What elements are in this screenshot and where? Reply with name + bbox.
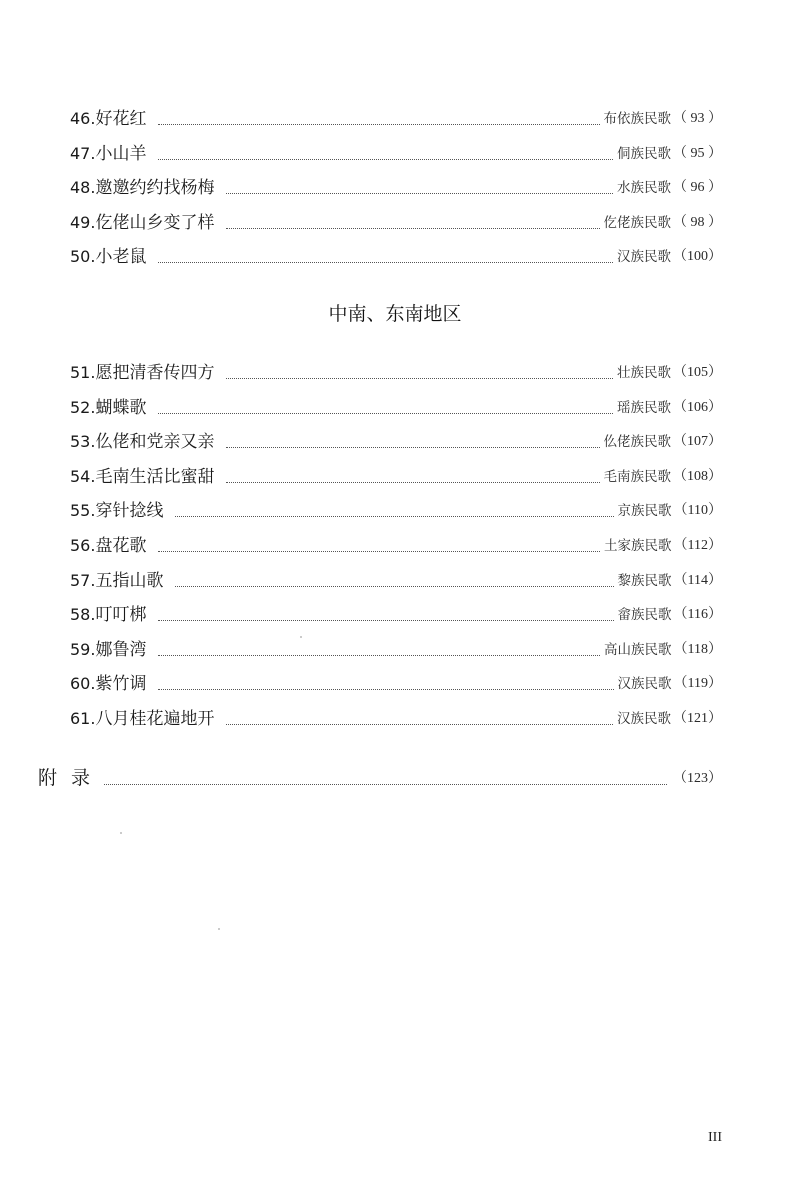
entry-number: 53. (70, 432, 96, 452)
entry-page-number: （105） (673, 365, 722, 380)
entry-origin: 壮族民歌 (617, 365, 671, 381)
paper-speck (120, 832, 122, 834)
entry-number: 51. (70, 363, 96, 382)
toc-entry[interactable] (70, 531, 722, 561)
entry-origin: 汉族民歌 (617, 676, 672, 693)
dot-leader (158, 124, 599, 125)
toc-entry[interactable] (70, 669, 722, 699)
entry-number: 61. (70, 709, 96, 728)
toc-entry[interactable] (70, 358, 722, 388)
entry-page-number: （100） (673, 249, 722, 265)
dot-leader (158, 262, 613, 263)
entry-title: 蝴蝶歌 (95, 397, 147, 418)
entry-origin: 毛南族民歌 (603, 468, 671, 485)
entry-page-number: （121） (673, 711, 722, 726)
entry-title: 小老鼠 (95, 247, 147, 268)
dot-leader (226, 482, 599, 483)
entry-title: 愿把清香传四方 (95, 363, 215, 383)
dot-leader (158, 159, 613, 160)
entry-origin: 土家族民歌 (604, 538, 672, 554)
entry-page-number: （114） (673, 572, 722, 588)
entry-origin: 畲族民歌 (617, 607, 672, 624)
toc-entry[interactable] (70, 427, 722, 457)
page-folio: III (708, 1130, 722, 1145)
toc-entry[interactable] (70, 635, 722, 665)
entry-number: 56. (70, 536, 96, 555)
toc-entry[interactable] (70, 139, 722, 169)
toc-entry[interactable] (70, 208, 722, 238)
dot-leader (175, 586, 613, 587)
dot-leader (104, 784, 667, 785)
entry-origin: 汉族民歌 (617, 249, 671, 266)
entry-page-number: （107） (673, 434, 722, 450)
dot-leader (175, 516, 613, 517)
entry-title: 好花红 (95, 109, 147, 129)
entry-origin: 汉族民歌 (617, 711, 671, 727)
toc-entry[interactable] (70, 566, 722, 596)
entry-page-number: （ 98 ） (673, 214, 722, 230)
entry-page-number: （116） (673, 607, 722, 623)
entry-title: 五指山歌 (95, 570, 164, 591)
entry-page-number: （119） (673, 676, 722, 692)
toc-entry[interactable] (70, 242, 722, 272)
entry-number: 57. (70, 570, 96, 590)
entry-number: 58. (70, 605, 96, 625)
entry-number: 47. (70, 143, 96, 163)
toc-entry[interactable] (70, 393, 722, 423)
appendix-label: 附录 (38, 767, 105, 789)
entry-title: 仫佬和党亲又亲 (95, 432, 215, 453)
paper-speck (218, 928, 220, 930)
entry-page-number: （ 96 ） (673, 180, 722, 196)
entry-number: 59. (70, 639, 96, 659)
entry-title: 邀邀约约找杨梅 (95, 178, 215, 199)
entry-number: 52. (70, 397, 96, 417)
entry-title: 娜鲁湾 (95, 639, 147, 660)
entry-origin: 高山族民歌 (604, 641, 672, 658)
entry-page-number: （106） (673, 399, 722, 415)
entry-number: 46. (70, 109, 96, 128)
section-heading: 中南、东南地区 (328, 303, 462, 325)
entry-page-number: （110） (673, 503, 722, 519)
entry-origin: 黎族民歌 (617, 572, 672, 589)
entry-title: 叮叮梆 (95, 605, 147, 626)
paper-speck (300, 636, 302, 638)
entry-origin: 侗族民歌 (617, 145, 671, 162)
dot-leader (226, 447, 599, 448)
entry-title: 仡佬山乡变了样 (95, 212, 215, 233)
entry-page-number: （108） (673, 468, 722, 484)
dot-leader (158, 413, 613, 414)
entry-number: 54. (70, 466, 96, 486)
toc-entry[interactable] (70, 173, 722, 203)
entry-number: 60. (70, 674, 96, 694)
entry-origin: 水族民歌 (617, 180, 671, 197)
entry-page-number: （112） (673, 538, 722, 553)
entry-origin: 布依族民歌 (603, 111, 671, 127)
dot-leader (158, 689, 613, 690)
dot-leader (226, 378, 613, 379)
dot-leader (226, 724, 613, 725)
entry-origin: 瑶族民歌 (617, 399, 671, 416)
appendix-entry[interactable] (38, 762, 722, 794)
entry-title: 穿针捻线 (95, 501, 164, 522)
toc-entry[interactable] (70, 600, 722, 630)
toc-entry[interactable] (70, 104, 722, 134)
entry-title: 小山羊 (95, 143, 147, 164)
entry-title: 毛南生活比蜜甜 (95, 466, 215, 487)
entry-title: 八月桂花遍地开 (95, 709, 215, 729)
dot-leader (158, 551, 600, 552)
dot-leader (226, 193, 613, 194)
dot-leader (158, 620, 613, 621)
entry-title: 盘花歌 (95, 536, 147, 556)
toc-entry[interactable] (70, 462, 722, 492)
entry-title: 紫竹调 (95, 674, 147, 695)
dot-leader (158, 655, 600, 656)
entry-number: 55. (70, 501, 96, 521)
entry-origin: 仫佬族民歌 (603, 434, 671, 451)
dot-leader (226, 228, 599, 229)
entry-number: 49. (70, 212, 96, 232)
appendix-page-number: （123） (673, 771, 722, 786)
entry-page-number: （118） (673, 641, 722, 657)
entry-origin: 京族民歌 (617, 503, 672, 520)
toc-entry[interactable] (70, 704, 722, 734)
entry-page-number: （ 95 ） (673, 145, 722, 161)
entry-origin: 仡佬族民歌 (603, 214, 671, 231)
entry-number: 48. (70, 178, 96, 198)
entry-number: 50. (70, 247, 96, 267)
entry-page-number: （ 93 ） (673, 111, 722, 126)
toc-entry[interactable] (70, 496, 722, 526)
